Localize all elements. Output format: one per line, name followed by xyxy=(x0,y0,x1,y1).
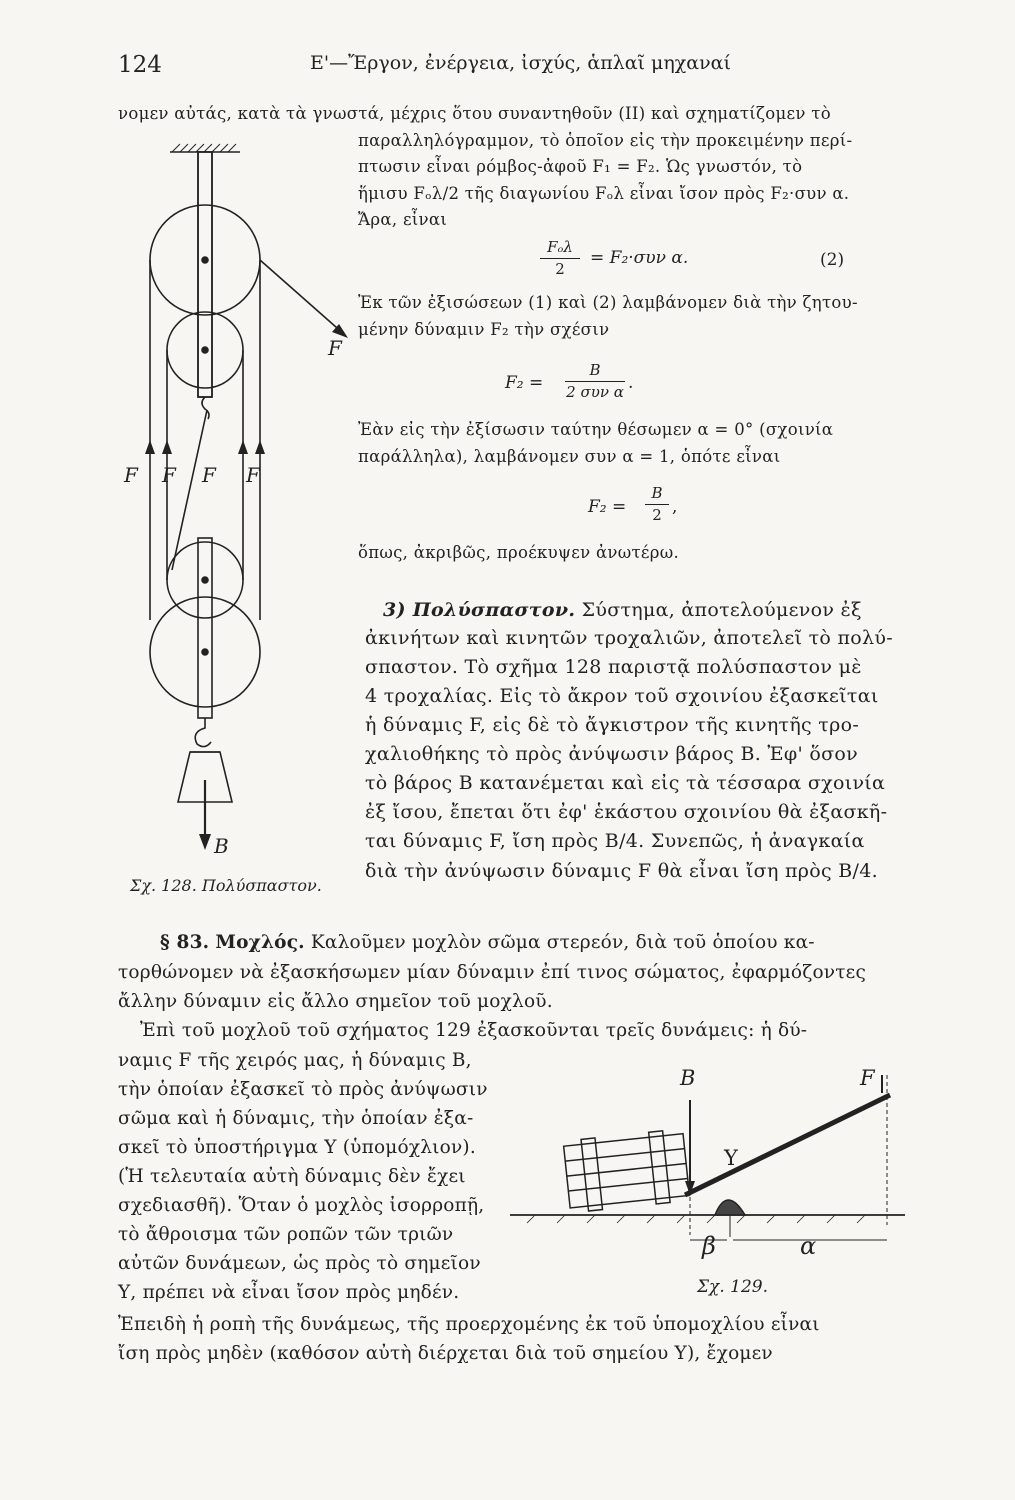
section-heading xyxy=(383,599,862,621)
text-line: σπαστον. Τὸ σχῆμα 128 παριστᾷ πολύσπαστον μὲ xyxy=(365,656,862,678)
text-line: χαλιοθήκης τὸ πρὸς ἀνύψωσιν βάρος B. Ἐφ' ὅσον xyxy=(365,743,858,765)
text-line: ἄλλην δύναμιν εἰς ἄλλο σημεῖον τοῦ μοχλοῦ. xyxy=(118,991,553,1012)
running-head: Ε'—Ἔργον, ἐνέργεια, ἰσχύς, ἁπλαῖ μηχαναί xyxy=(310,52,731,74)
text-line: ἥμισυ Fₒλ/2 τῆς διαγωνίου Fₒλ εἶναι ἴσον πρὸς F₂·συν α. xyxy=(358,184,850,203)
fig128-label-F: F xyxy=(124,463,138,487)
text-line: ται δύναμις F, ἴση πρὸς B/4. Συνεπῶς, ἡ ἀναγκαία xyxy=(365,830,865,852)
text-line: 4 τροχαλίας. Εἰς τὸ ἄκρον τοῦ σχοινίου ἐξασκεῖται xyxy=(365,685,879,707)
fig129-caption: Σχ. 129. xyxy=(697,1277,768,1297)
force-arrowhead xyxy=(238,440,248,454)
eq4-fraction-bar xyxy=(645,504,669,505)
text-line: διὰ τὴν ἀνύψωσιν δύναμις F θὰ εἶναι ἴση πρὸς B/4. xyxy=(365,860,878,882)
eq3-numerator: B xyxy=(589,361,601,379)
fig128-label-F: F xyxy=(162,463,176,487)
fig129-label-a: α xyxy=(800,1232,817,1260)
axle-dot xyxy=(202,347,208,353)
fig129-label-F: F xyxy=(860,1066,875,1090)
text-line: Σύστημα, ἀποτελούμενον ἐξ xyxy=(581,599,862,621)
text-line: Ἐκ τῶν ἐξισώσεων (1) καὶ (2) λαμβάνομεν διὰ τὴν ζητου- xyxy=(358,293,858,312)
text-line: σχεδιασθῆ). Ὅταν ὁ μοχλὸς ἰσορροπῇ, xyxy=(118,1195,485,1216)
eq4-denominator: 2 xyxy=(652,506,662,524)
force-arrowhead xyxy=(255,440,265,454)
polyspaston-heading: 3) Πολύσπαστον. xyxy=(383,599,576,621)
text-line: σκεῖ τὸ ὑποστήριγμα Υ (ὑπομόχλιον). xyxy=(118,1137,476,1158)
fig129-label-b: β xyxy=(702,1232,716,1260)
axle-dot xyxy=(202,577,208,583)
fig128-caption: Σχ. 128. Πολύσπαστον. xyxy=(130,876,322,895)
eq4-numerator: B xyxy=(651,484,663,502)
text-line: τὴν ὁποίαν ἐξασκεῖ τὸ πρὸς ἀνύψωσιν xyxy=(118,1079,488,1100)
eq4-end: , xyxy=(672,497,678,517)
text-line: Ἐὰν εἰς τὴν ἐξίσωσιν ταύτην θέσωμεν α = 0° (σχοινία xyxy=(358,420,834,439)
text-line: μένην δύναμιν F₂ τὴν σχέσιν xyxy=(358,320,610,339)
text-line: (Ἡ τελευταία αὐτὴ δύναμις δὲν ἔχει xyxy=(118,1166,466,1187)
eq2-denominator: 2 xyxy=(555,260,565,278)
fig129-label-Y: Y xyxy=(724,1146,738,1170)
weight-arrowhead xyxy=(199,834,211,850)
text-line: πτωσιν εἶναι ρόμβος-ἀφοῦ F₁ = F₂. Ὡς γνωστόν, τὸ xyxy=(358,157,803,176)
fig128-label-F: F xyxy=(246,463,260,487)
text-line: παράλληλα), λαμβάνομεν συν α = 1, ὁπότε εἶναι xyxy=(358,447,781,466)
crate xyxy=(563,1129,690,1213)
text-line: ναμις F τῆς χειρός μας, ἡ δύναμις B, xyxy=(118,1050,472,1071)
fixed-pulley-frame xyxy=(198,152,212,397)
force-arrowhead xyxy=(145,440,155,454)
eq3-fraction-bar xyxy=(565,381,625,382)
fig129-label-B: B xyxy=(680,1066,696,1090)
lever-paragraph-line xyxy=(160,932,815,953)
rope-pull xyxy=(260,260,345,335)
fig128-label-B: B xyxy=(214,834,229,858)
text-line: Ἐπειδὴ ἡ ροπὴ τῆς δυνάμεως, τῆς προερχομένης ἐκ τοῦ ὑπομοχλίου εἶναι xyxy=(118,1314,820,1335)
section-title: Μοχλός. xyxy=(215,932,305,953)
eq4-lhs: F₂ = xyxy=(588,497,627,517)
ceiling-hatch xyxy=(172,144,236,152)
fig128-label-F: F xyxy=(202,463,216,487)
lever-bar xyxy=(685,1095,890,1195)
axle-dot xyxy=(202,649,208,655)
text-line: αὐτῶν δυνάμεων, ὡς πρὸς τὸ σημεῖον xyxy=(118,1253,481,1274)
fulcrum xyxy=(715,1200,745,1215)
text-line: νομεν αὐτάς, κατὰ τὰ γνωστά, μέχρις ὅτου συναντηθοῦν (II) καὶ σχηματίζομεν τὸ xyxy=(118,104,831,123)
eq2-tag: (2) xyxy=(820,250,845,270)
axle-dot xyxy=(202,257,208,263)
eq3-denominator: 2 συν α xyxy=(566,383,624,401)
text-line: τορθώνομεν νὰ ἐξασκήσωμεν μίαν δύναμιν ἐπί τινος σώματος, ἐφαρμόζοντες xyxy=(118,962,867,983)
text-line: Ἐπὶ τοῦ μοχλοῦ τοῦ σχήματος 129 ἐξασκοῦνται τρεῖς δυνάμεις: ἡ δύ- xyxy=(140,1020,808,1041)
force-arrowhead xyxy=(162,440,172,454)
text-line: ἀκινήτων καὶ κινητῶν τροχαλιῶν, ἀποτελεῖ τὸ πολύ- xyxy=(365,627,893,649)
eq3-end: . xyxy=(628,373,634,393)
eq2-fraction-bar xyxy=(540,258,580,259)
eq2-numerator: Fₒλ xyxy=(547,238,573,256)
eq3-lhs: F₂ = xyxy=(505,373,544,393)
text-line: τὸ ἄθροισμα τῶν ροπῶν τῶν τριῶν xyxy=(118,1224,454,1245)
text-line: ὅπως, ἀκριβῶς, προέκυψεν ἀνωτέρω. xyxy=(358,543,680,562)
text-line: ἐξ ἴσου, ἔπεται ὅτι ἐφ' ἑκάστου σχοινίου θὰ ἐξασκῆ- xyxy=(365,801,888,823)
text-line: ἡ δύναμις F, εἰς δὲ τὸ ἄγκιστρον τῆς κινητῆς τρο- xyxy=(365,714,860,736)
text-line: Υ, πρέπει νὰ εἶναι ἴσον πρὸς μηδέν. xyxy=(118,1282,460,1303)
text-line: παραλληλόγραμμον, τὸ ὁποῖον εἰς τὴν προκειμένην περί- xyxy=(358,131,853,150)
movable-pulley-frame xyxy=(198,538,212,718)
section-number: § 83. xyxy=(160,932,210,953)
eq2-rhs: = F₂·συν α. xyxy=(590,248,689,268)
movable-hook xyxy=(195,718,211,747)
figure-128-pulley-diagram xyxy=(110,140,360,880)
fig128-label-F-pull: F xyxy=(328,336,342,360)
ground-hatch xyxy=(527,1215,865,1223)
page-number: 124 xyxy=(118,52,162,78)
text-line: σῶμα καὶ ἡ δύναμις, τὴν ὁποίαν ἐξα- xyxy=(118,1108,474,1129)
text-line: Καλοῦμεν μοχλὸν σῶμα στερεόν, διὰ τοῦ ὁποίου κα- xyxy=(310,932,815,953)
text-line: ἴση πρὸς μηδὲν (καθόσον αὐτὴ διέρχεται διὰ τοῦ σημείου Υ), ἔχομεν xyxy=(118,1343,773,1364)
text-line: τὸ βάρος B κατανέμεται καὶ εἰς τὰ τέσσαρα σχοινία xyxy=(365,772,886,794)
text-line: Ἄρα, εἶναι xyxy=(358,210,448,229)
